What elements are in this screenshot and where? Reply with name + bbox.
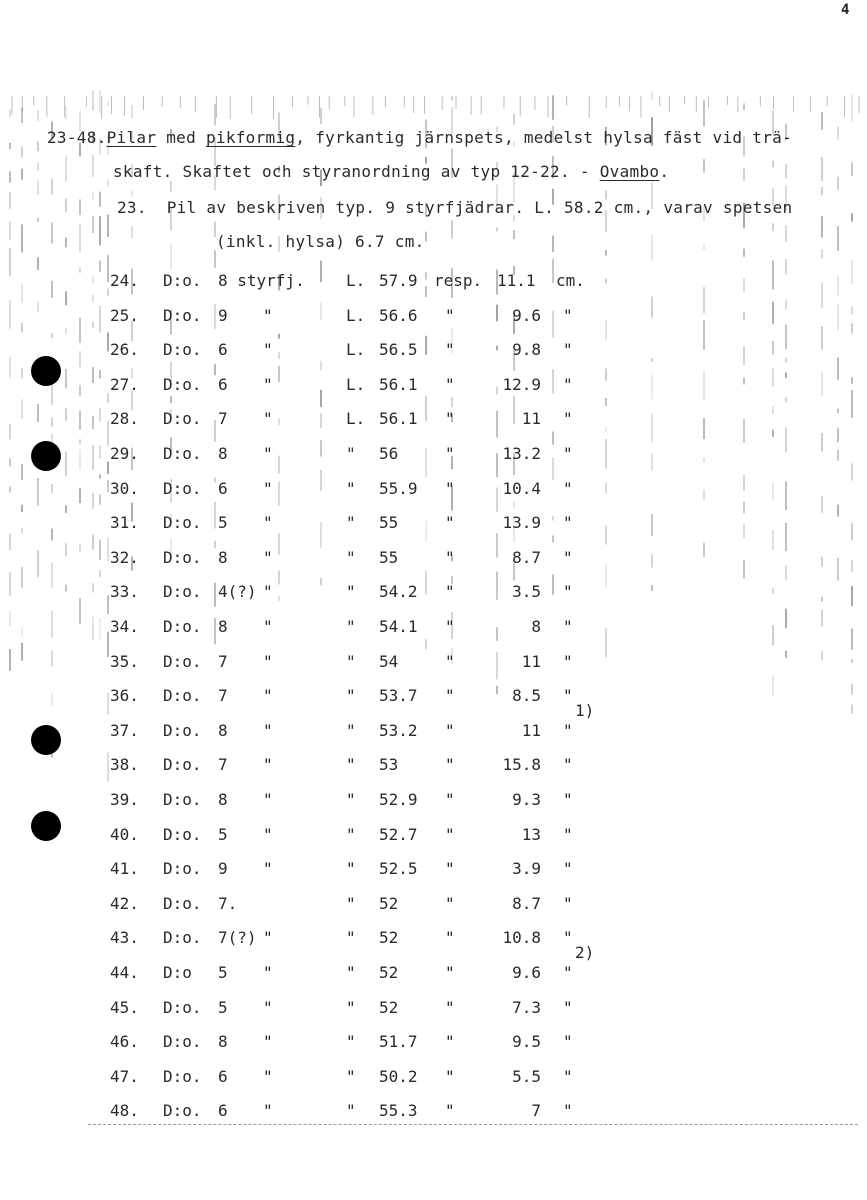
point-length: 9.5 bbox=[512, 1032, 541, 1052]
length-prefix: " bbox=[346, 478, 356, 498]
item-number: 27. bbox=[110, 374, 139, 394]
vane-count: 5 bbox=[218, 963, 228, 982]
page-number: 4 bbox=[841, 2, 850, 18]
point-ditto: " bbox=[445, 928, 455, 948]
point-ditto: " bbox=[445, 478, 455, 498]
item-number: 39. bbox=[110, 790, 139, 809]
length-value: 53.7 bbox=[379, 686, 418, 706]
length-value: 54 bbox=[379, 651, 399, 671]
vane-ditto: " bbox=[263, 374, 273, 394]
length-prefix: " bbox=[346, 824, 356, 844]
item-label: D:o. bbox=[163, 478, 202, 498]
length-prefix: " bbox=[346, 720, 356, 740]
unit-ditto: " bbox=[563, 859, 573, 879]
vane-ditto: " bbox=[263, 1066, 273, 1086]
item-number: 43. bbox=[110, 928, 139, 948]
length-value: 52 bbox=[379, 963, 399, 982]
list-item bbox=[0, 340, 867, 362]
length-value: 52 bbox=[379, 928, 399, 948]
length-prefix: L. bbox=[346, 305, 366, 325]
point-ditto: " bbox=[445, 374, 455, 394]
item-number: 45. bbox=[110, 997, 139, 1017]
heading-title-pilar: Pilar bbox=[106, 128, 157, 147]
item-label: D:o. bbox=[163, 305, 202, 325]
vane-count: 8 bbox=[218, 547, 228, 567]
point-length: 13.9 bbox=[502, 513, 541, 533]
list-item bbox=[0, 582, 867, 604]
length-value: 53.2 bbox=[379, 720, 418, 740]
length-prefix: " bbox=[346, 997, 356, 1017]
length-value: 55.9 bbox=[379, 478, 418, 498]
vane-count: 4(?) bbox=[218, 582, 257, 602]
length-value: 53 bbox=[379, 755, 399, 775]
footnote-marker-1: 1) bbox=[575, 701, 595, 720]
resp-label: resp. bbox=[434, 271, 483, 290]
point-ditto: " bbox=[445, 340, 455, 360]
item-number: 40. bbox=[110, 824, 139, 844]
vane-ditto: " bbox=[263, 651, 273, 671]
length-prefix: " bbox=[346, 582, 356, 602]
list-item bbox=[0, 825, 867, 847]
vane-count: 8 bbox=[218, 790, 228, 809]
point-length: 11 bbox=[521, 651, 541, 671]
vane-ditto: " bbox=[263, 617, 273, 636]
heading-text: . bbox=[659, 162, 670, 181]
heading-place: Ovambo bbox=[599, 162, 660, 181]
vane-ditto: " bbox=[263, 1101, 273, 1121]
unit-ditto: " bbox=[563, 755, 573, 775]
length-value: 52.9 bbox=[379, 790, 418, 809]
vane-ditto: " bbox=[263, 305, 273, 325]
item-number: 33. bbox=[110, 582, 139, 602]
unit-ditto: " bbox=[563, 790, 573, 809]
vane-count: 5 bbox=[218, 513, 228, 533]
unit-ditto: " bbox=[563, 686, 573, 706]
list-item bbox=[0, 617, 867, 639]
length-value: 56.5 bbox=[379, 340, 418, 360]
list-item bbox=[0, 652, 867, 674]
point-length: 10.8 bbox=[502, 928, 541, 948]
point-length: 13 bbox=[521, 824, 541, 844]
item-number: 34. bbox=[110, 617, 139, 636]
vane-ditto: " bbox=[263, 340, 273, 360]
item-number: 48. bbox=[110, 1101, 139, 1121]
item-number: 35. bbox=[110, 651, 139, 671]
point-length: 7 bbox=[531, 1101, 541, 1121]
unit-ditto: " bbox=[563, 409, 573, 429]
unit-ditto: " bbox=[563, 513, 573, 533]
unit-ditto: " bbox=[563, 928, 573, 948]
point-length: 9.6 bbox=[512, 305, 541, 325]
point-ditto: " bbox=[445, 997, 455, 1017]
length-value: 55 bbox=[379, 547, 399, 567]
list-item bbox=[0, 859, 867, 881]
vane-ditto: " bbox=[263, 513, 273, 533]
item-number: 41. bbox=[110, 859, 139, 879]
vane-count: 7 bbox=[218, 651, 228, 671]
item-number: 23. bbox=[117, 198, 147, 217]
length-value: 55 bbox=[379, 513, 399, 533]
point-length: 8.7 bbox=[512, 893, 541, 913]
vane-ditto: " bbox=[263, 686, 273, 706]
vane-ditto: " bbox=[263, 1032, 273, 1052]
point-length: 12.9 bbox=[502, 374, 541, 394]
point-length: 15.8 bbox=[502, 755, 541, 775]
length-prefix: " bbox=[346, 790, 356, 809]
length-prefix: " bbox=[346, 651, 356, 671]
length-value: 54.2 bbox=[379, 582, 418, 602]
point-length: 3.9 bbox=[512, 859, 541, 879]
unit-ditto: " bbox=[563, 651, 573, 671]
vane-count: 6 bbox=[218, 374, 228, 394]
length-value: 52.7 bbox=[379, 824, 418, 844]
item-number: 30. bbox=[110, 478, 139, 498]
point-length: 3.5 bbox=[512, 582, 541, 602]
vane-count: 8 bbox=[218, 1032, 228, 1052]
point-length: 9.8 bbox=[512, 340, 541, 360]
item-number: 26. bbox=[110, 340, 139, 360]
item-label: D:o. bbox=[163, 720, 202, 740]
unit-ditto: " bbox=[563, 1066, 573, 1086]
vane-count: 6 bbox=[218, 478, 228, 498]
point-length: 13.2 bbox=[502, 444, 541, 463]
point-ditto: " bbox=[445, 444, 455, 463]
unit-ditto: " bbox=[563, 374, 573, 394]
list-item bbox=[0, 306, 867, 328]
length-prefix: " bbox=[346, 893, 356, 913]
vane-count: 5 bbox=[218, 997, 228, 1017]
heading-line-2 bbox=[113, 162, 669, 181]
vane-ditto: " bbox=[263, 963, 273, 982]
vane-ditto: " bbox=[263, 790, 273, 809]
list-item bbox=[0, 1067, 867, 1089]
vane-ditto: " bbox=[263, 582, 273, 602]
item-23 bbox=[117, 198, 792, 217]
point-length: 8.5 bbox=[512, 686, 541, 706]
list-item bbox=[0, 721, 867, 743]
list-item bbox=[0, 375, 867, 397]
item-number: 38. bbox=[110, 755, 139, 775]
unit-ditto: " bbox=[563, 340, 573, 360]
item-label: D:o. bbox=[163, 617, 202, 636]
item-label: D:o. bbox=[163, 651, 202, 671]
length-prefix: L. bbox=[346, 409, 366, 429]
item-number: 46. bbox=[110, 1032, 139, 1052]
point-ditto: " bbox=[445, 513, 455, 533]
point-ditto: " bbox=[445, 893, 455, 913]
length-value: 56.6 bbox=[379, 305, 418, 325]
length-prefix: " bbox=[346, 547, 356, 567]
vane-count: 7 bbox=[218, 755, 228, 775]
vane-ditto: " bbox=[263, 859, 273, 879]
point-length: 11.1 bbox=[497, 271, 536, 290]
point-ditto: " bbox=[445, 963, 455, 982]
vane-ditto: " bbox=[263, 444, 273, 463]
length-prefix: " bbox=[346, 963, 356, 982]
point-length: 8.7 bbox=[512, 547, 541, 567]
item-label: D:o. bbox=[163, 1032, 202, 1052]
item-label: D:o. bbox=[163, 790, 202, 809]
list-item bbox=[0, 513, 867, 535]
item-label: D:o. bbox=[163, 1066, 202, 1086]
list-item bbox=[0, 548, 867, 570]
vane-count: 8 bbox=[218, 444, 228, 463]
heading-title-pikformig: pikformig bbox=[205, 128, 296, 147]
length-prefix: " bbox=[346, 1101, 356, 1121]
unit-ditto: " bbox=[563, 720, 573, 740]
point-ditto: " bbox=[445, 755, 455, 775]
point-ditto: " bbox=[445, 1066, 455, 1086]
vane-count: 7 bbox=[218, 409, 228, 429]
item-label: D:o. bbox=[163, 686, 202, 706]
list-item bbox=[0, 409, 867, 431]
heading-text: skaft. Skaftet och styranordning av typ 12-22. - bbox=[113, 162, 600, 181]
point-ditto: " bbox=[445, 582, 455, 602]
length-value: 52.5 bbox=[379, 859, 418, 879]
length-value: 51.7 bbox=[379, 1032, 418, 1052]
length-prefix: " bbox=[346, 686, 356, 706]
vane-ditto: " bbox=[263, 478, 273, 498]
point-ditto: " bbox=[445, 1101, 455, 1121]
point-ditto: " bbox=[445, 617, 455, 636]
length-prefix: L. bbox=[346, 340, 366, 360]
item-number: 42. bbox=[110, 893, 139, 913]
point-length: 8 bbox=[531, 617, 541, 636]
bottom-rule bbox=[88, 1124, 858, 1125]
vane-count: 9 bbox=[218, 859, 228, 879]
length-value: 54.1 bbox=[379, 617, 418, 636]
item-label: D:o. bbox=[163, 409, 202, 429]
item-23-continuation: (inkl. hylsa) 6.7 cm. bbox=[216, 232, 425, 251]
length-prefix: " bbox=[346, 1032, 356, 1052]
list-item bbox=[0, 1032, 867, 1054]
list-item bbox=[0, 1101, 867, 1123]
point-length: 10.4 bbox=[502, 478, 541, 498]
item-number: 29. bbox=[110, 444, 139, 463]
length-prefix: " bbox=[346, 1066, 356, 1086]
length-value: 52 bbox=[379, 893, 399, 913]
list-item bbox=[0, 894, 867, 916]
length-prefix: " bbox=[346, 859, 356, 879]
vane-count: 6 bbox=[218, 340, 228, 360]
length-prefix: " bbox=[346, 755, 356, 775]
unit-ditto: " bbox=[563, 963, 573, 982]
length-prefix: " bbox=[346, 617, 356, 636]
list-item bbox=[0, 998, 867, 1020]
unit-ditto: " bbox=[563, 305, 573, 325]
length-value: 57.9 bbox=[379, 271, 418, 290]
item-text: Pil av beskriven typ. 9 styrfjädrar. L. 58.2 cm., varav spetsen bbox=[166, 198, 793, 217]
vane-ditto: " bbox=[263, 720, 273, 740]
item-number: 24. bbox=[110, 271, 139, 290]
list-item bbox=[0, 963, 867, 985]
vane-ditto: " bbox=[263, 409, 273, 429]
heading-text: , fyrkantig järnspets, medelst hylsa fäst vid trä- bbox=[295, 128, 792, 147]
item-label: D:o. bbox=[163, 547, 202, 567]
item-label: D:o. bbox=[163, 271, 202, 290]
point-ditto: " bbox=[445, 720, 455, 740]
point-ditto: " bbox=[445, 686, 455, 706]
item-number: 44. bbox=[110, 963, 139, 982]
point-ditto: " bbox=[445, 859, 455, 879]
vane-count: 6 bbox=[218, 1101, 228, 1121]
item-label: D:o bbox=[163, 963, 192, 982]
point-ditto: " bbox=[445, 547, 455, 567]
vane-count: 8 styrfj. bbox=[218, 271, 305, 290]
list-item bbox=[0, 686, 867, 708]
vane-count: 5 bbox=[218, 824, 228, 844]
length-value: 55.3 bbox=[379, 1101, 418, 1121]
point-length: 11 bbox=[521, 409, 541, 429]
unit-label: cm. bbox=[556, 271, 585, 290]
point-ditto: " bbox=[445, 790, 455, 809]
point-ditto: " bbox=[445, 651, 455, 671]
unit-ditto: " bbox=[563, 824, 573, 844]
length-prefix: " bbox=[346, 513, 356, 533]
point-ditto: " bbox=[445, 824, 455, 844]
point-length: 5.5 bbox=[512, 1066, 541, 1086]
item-range: 23-48. bbox=[47, 128, 107, 147]
vane-count: 9 bbox=[218, 305, 228, 325]
vane-count: 7 bbox=[218, 686, 228, 706]
unit-ditto: " bbox=[563, 582, 573, 602]
length-prefix: L. bbox=[346, 271, 366, 290]
unit-ditto: " bbox=[563, 478, 573, 498]
point-length: 7.3 bbox=[512, 997, 541, 1017]
list-item bbox=[0, 790, 867, 812]
vane-ditto: " bbox=[263, 997, 273, 1017]
point-ditto: " bbox=[445, 305, 455, 325]
length-prefix: " bbox=[346, 928, 356, 948]
point-ditto: " bbox=[445, 1032, 455, 1052]
list-item bbox=[0, 271, 867, 293]
length-value: 56.1 bbox=[379, 409, 418, 429]
vane-count: 6 bbox=[218, 1066, 228, 1086]
list-item bbox=[0, 479, 867, 501]
vane-ditto: " bbox=[263, 928, 273, 948]
length-value: 56 bbox=[379, 444, 399, 463]
point-ditto: " bbox=[445, 409, 455, 429]
point-length: 9.3 bbox=[512, 790, 541, 809]
item-label: D:o. bbox=[163, 997, 202, 1017]
item-number: 47. bbox=[110, 1066, 139, 1086]
item-label: D:o. bbox=[163, 928, 202, 948]
item-label: D:o. bbox=[163, 444, 202, 463]
list-item bbox=[0, 755, 867, 777]
item-number: 32. bbox=[110, 547, 139, 567]
list-item bbox=[0, 444, 867, 466]
item-label: D:o. bbox=[163, 374, 202, 394]
unit-ditto: " bbox=[563, 997, 573, 1017]
item-label: D:o. bbox=[163, 582, 202, 602]
unit-ditto: " bbox=[563, 444, 573, 463]
unit-ditto: " bbox=[563, 1101, 573, 1121]
item-label: D:o. bbox=[163, 893, 202, 913]
vane-ditto: " bbox=[263, 824, 273, 844]
heading-word: med bbox=[156, 128, 206, 147]
length-value: 56.1 bbox=[379, 374, 418, 394]
unit-ditto: " bbox=[563, 547, 573, 567]
item-number: 31. bbox=[110, 513, 139, 533]
vane-count: 7. bbox=[218, 893, 238, 913]
item-number: 28. bbox=[110, 409, 139, 429]
item-number: 37. bbox=[110, 720, 139, 740]
vane-ditto: " bbox=[263, 547, 273, 567]
point-length: 9.6 bbox=[512, 963, 541, 982]
item-label: D:o. bbox=[163, 513, 202, 533]
item-label: D:o. bbox=[163, 340, 202, 360]
item-label: D:o. bbox=[163, 1101, 202, 1121]
unit-ditto: " bbox=[563, 1032, 573, 1052]
heading-line-1 bbox=[47, 128, 792, 147]
length-value: 52 bbox=[379, 997, 399, 1017]
point-length: 11 bbox=[521, 720, 541, 740]
length-value: 50.2 bbox=[379, 1066, 418, 1086]
vane-count: 8 bbox=[218, 720, 228, 740]
item-label: D:o. bbox=[163, 824, 202, 844]
length-prefix: " bbox=[346, 444, 356, 463]
item-number: 25. bbox=[110, 305, 139, 325]
item-label: D:o. bbox=[163, 755, 202, 775]
vane-count: 7(?) bbox=[218, 928, 257, 948]
unit-ditto: " bbox=[563, 893, 573, 913]
item-label: D:o. bbox=[163, 859, 202, 879]
item-number: 36. bbox=[110, 686, 139, 706]
list-item bbox=[0, 928, 867, 950]
unit-ditto: " bbox=[563, 617, 573, 636]
vane-count: 8 bbox=[218, 617, 228, 636]
footnote-marker-2: 2) bbox=[575, 943, 595, 962]
length-prefix: L. bbox=[346, 374, 366, 394]
vane-ditto: " bbox=[263, 755, 273, 775]
